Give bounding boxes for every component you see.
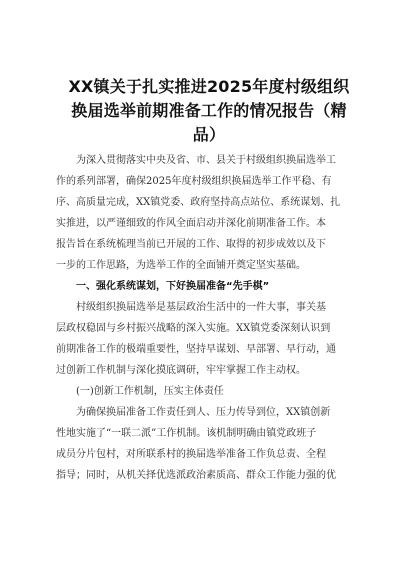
- body-line: 为深入贯彻落实中央及省、市、县关于村级组织换届选举工: [76, 155, 336, 166]
- body-line: 一步的工作思路，为选举工作的全面铺开奠定坚实基础。: [56, 260, 306, 271]
- body-line: 成员分片包村，对所联系村的换届选举准备工作负总责、全程: [56, 449, 326, 460]
- body-line: 为确保换届准备工作责任到人、压力传导到位，XX镇创新: [76, 407, 331, 418]
- body-line: 前期准备工作的极端重要性，坚持早谋划、早部署、早行动，通: [56, 344, 336, 355]
- document-body: [56, 150, 356, 486]
- title-line-3: 品）: [192, 125, 226, 144]
- body-line: 序、高质量完成，XX镇党委、政府坚持高点站位、系统谋划、扎: [56, 197, 341, 208]
- body-line: 层政权稳固与乡村振兴战略的深入实施。XX镇党委深刻认识到: [56, 323, 331, 334]
- body-line: 过创新工作机制与深化摸底调研，牢牢掌握工作主动权。: [56, 365, 306, 376]
- body-line: 实推进，以严谨细致的作风全面启动并深化前期准备工作。本: [56, 218, 326, 229]
- subsection-heading-1: (一)创新工作机制，压实主体责任: [76, 386, 224, 397]
- body-line: 报告旨在系统梳理当前已开展的工作、取得的初步成效以及下: [56, 239, 326, 250]
- document-title: [50, 75, 368, 147]
- title-line-2: 换届选举前期准备工作的情况报告（精: [71, 101, 347, 120]
- body-line: 指导；同时，从机关择优选派政治素质高、群众工作能力强的优: [56, 470, 336, 481]
- title-line-1: XX镇关于扎实推进2025年度村级组织: [68, 77, 350, 96]
- body-line: 作的系列部署，确保2025年度村级组织换届选举工作平稳、有: [56, 176, 332, 187]
- body-line: 性地实施了“一联二派”工作机制。该机制明确由镇党政班子: [56, 428, 317, 439]
- body-line: 村级组织换届选举是基层政治生活中的一件大事，事关基: [76, 302, 326, 313]
- section-heading-1: 一、强化系统谋划，下好换届准备“先手棋”: [76, 281, 270, 292]
